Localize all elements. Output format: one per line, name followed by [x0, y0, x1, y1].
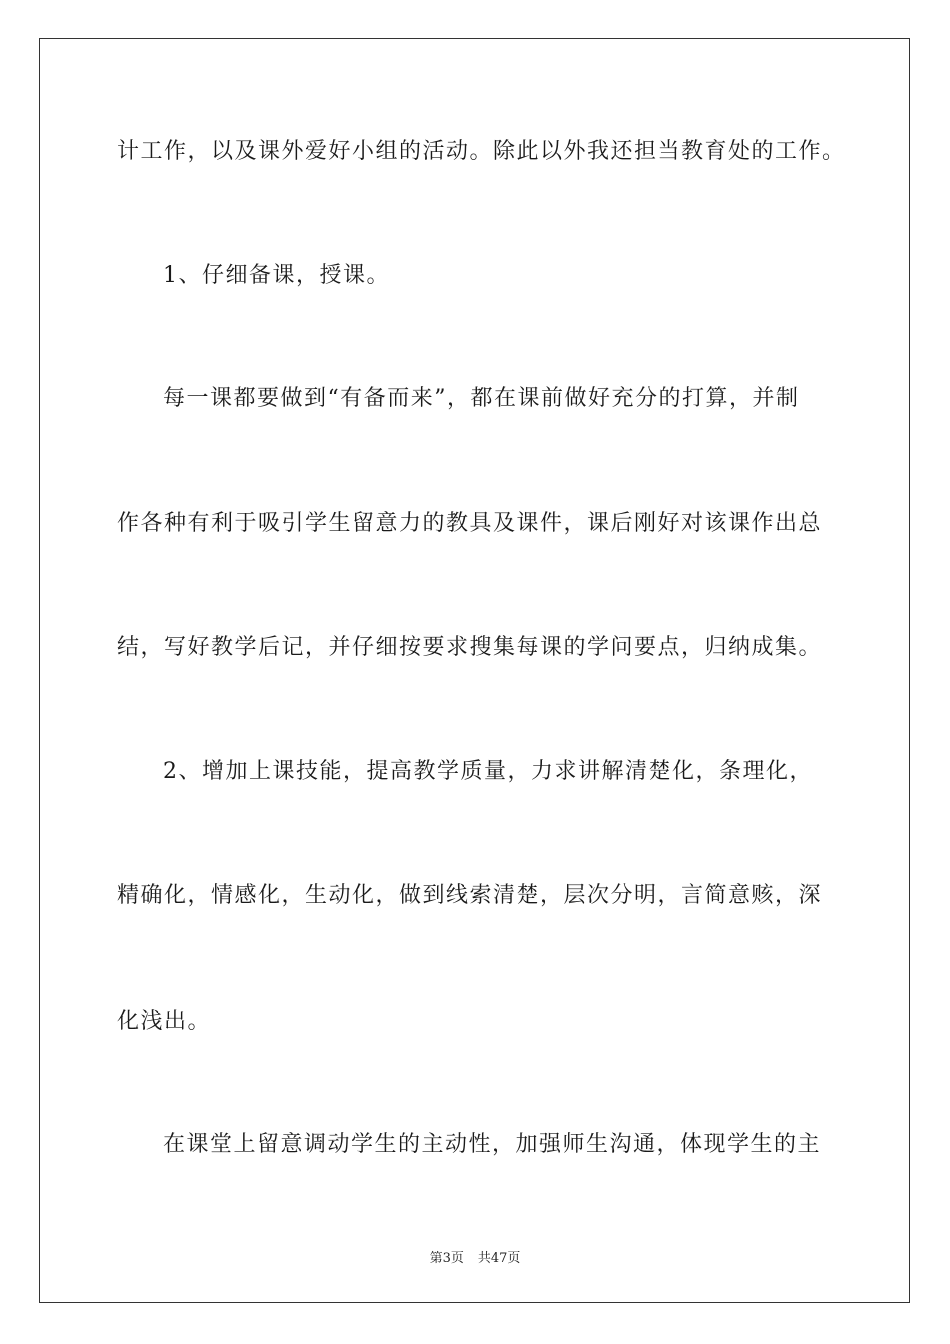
body-text-line-4: 作各种有利于吸引学生留意力的教具及课件，课后刚好对该课作出总: [117, 511, 823, 536]
page-frame: [39, 38, 910, 1303]
page-footer: [0, 1247, 950, 1266]
body-text-line-6: 2、增加上课技能，提高教学质量，力求讲解清楚化，条理化，: [163, 759, 813, 784]
body-text-line-1: 计工作，以及课外爱好小组的活动。除此以外我还担当教育处的工作。: [117, 139, 846, 164]
body-text-line-8: 化浅出。: [117, 1009, 212, 1034]
page-total: 共47页: [477, 1251, 521, 1266]
page-number: 第3页: [429, 1251, 464, 1266]
body-text-line-7: 精确化，情感化，生动化，做到线索清楚，层次分明，言简意赅，深: [117, 883, 823, 908]
body-text-line-3: 每一课都要做到“有备而来”，都在课前做好充分的打算，并制: [163, 386, 800, 411]
body-text-line-2: 1、仔细备课，授课。: [163, 263, 390, 288]
body-text-line-5: 结，写好教学后记，并仔细按要求搜集每课的学问要点，归纳成集。: [117, 635, 823, 660]
body-text-line-9: 在课堂上留意调动学生的主动性，加强师生沟通，体现学生的主: [163, 1132, 822, 1157]
